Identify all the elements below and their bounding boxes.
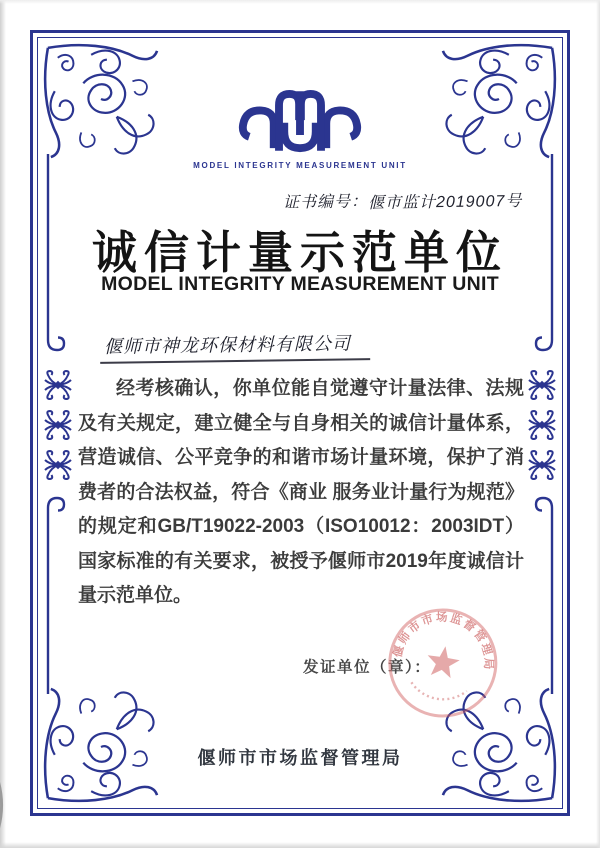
logo-block xyxy=(0,72,600,170)
logo-caption: MODEL INTEGRITY MEASUREMENT UNIT xyxy=(193,161,407,170)
official-red-seal xyxy=(373,592,513,732)
scan-corner-artifact xyxy=(0,772,34,832)
issuer-label: 发证单位（章）： xyxy=(303,659,432,676)
seal-ring-text: 偃师市市场监督管理局 xyxy=(391,611,495,672)
seal-code-marks xyxy=(410,682,467,703)
certificate-subtitle: MODEL INTEGRITY MEASUREMENT UNIT xyxy=(101,273,499,295)
awardee-line xyxy=(100,331,370,362)
certificate-title: 诚信计量示范单位 xyxy=(91,228,508,278)
awardee-company-name: 偃师市神龙环保材料有限公司 xyxy=(100,329,370,364)
scan-edge-artifact xyxy=(0,0,600,4)
scan-edge-artifact xyxy=(0,842,600,848)
issuing-agency-name: 偃师市市场监督管理局 xyxy=(197,748,403,768)
certificate-body-paragraph: 经考核确认，你单位能自觉遵守计量法律、法规及有关规定，建立健全与自身相关的诚信计量体系，营造诚信、公平竞争的和谐市场计量环境，保护了消费者的合法权益，符合《商业 服务业计量行为规范》的规定和GB/T19022-2003（ISO10012：2003IDT）国家标准的有关要求，被授予偃师市2019年度诚信计量示范单位。 xyxy=(78,378,524,606)
seal-star-icon xyxy=(425,644,462,679)
certificate-number-value: 偃市监计2019007号 xyxy=(367,192,523,213)
certificate-number-line xyxy=(283,189,522,212)
certificate-number-label: 证书编号： xyxy=(282,193,368,212)
mim-monogram-logo-icon xyxy=(237,72,363,156)
